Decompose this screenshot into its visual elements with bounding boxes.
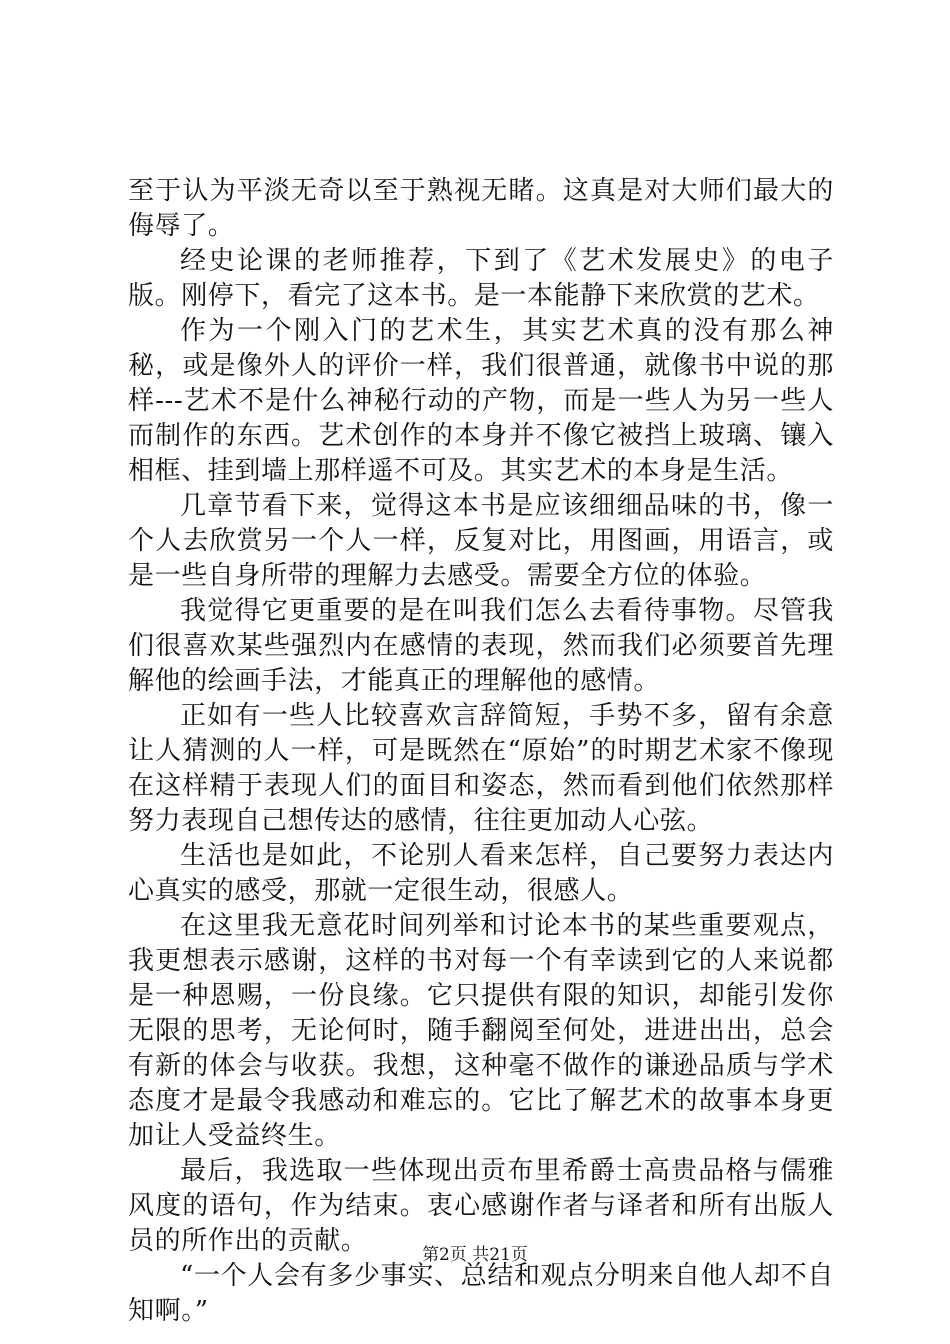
page-number: 第2页 共21页 bbox=[422, 1245, 528, 1265]
paragraph: 正如有一些人比较喜欢言辞简短，手势不多，留有余意让人猜测的人一样，可是既然在“原始”的时期艺术家不像现在这样精于表现人们的面目和姿态，然而看到他们依然那样努力表现自己想传达的感情，往往更加动人心弦。 bbox=[128, 701, 834, 836]
paragraph: 几章节看下来，觉得这本书是应该细细品味的书，像一个人去欣赏另一个人一样，反复对比，用图画，用语言，或是一些自身所带的理解力去感受。需要全方位的体验。 bbox=[128, 491, 834, 591]
paragraph: 经史论课的老师推荐，下到了《艺术发展史》的电子版。刚停下，看完了这本书。是一本能静下来欣赏的艺术。 bbox=[128, 246, 834, 311]
paragraph: 最后，我选取一些体现出贡布里希爵士高贵品格与儒雅风度的语句，作为结束。衷心感谢作者与译者和所有出版人员的所作出的贡献。 bbox=[128, 1156, 834, 1256]
paragraph: 作为一个刚入门的艺术生，其实艺术真的没有那么神秘，或是像外人的评价一样，我们很普通，就像书中说的那样---艺术不是什么神秘行动的产物，而是一些人为另一些人而制作的东西。艺术创作的本身并不像它被挡上玻璃、镶入相框、挂到墙上那样遥不可及。其实艺术的本身是生活。 bbox=[128, 316, 834, 486]
paragraph-continuation: 至于认为平淡无奇以至于熟视无睹。这真是对大师们最大的侮辱了。 bbox=[128, 176, 834, 241]
paragraph-quote: “一个人会有多少事实、总结和观点分明来自他人却不自知啊。” bbox=[128, 1261, 834, 1326]
paragraph: 在这里我无意花时间列举和讨论本书的某些重要观点，我更想表示感谢，这样的书对每一个有幸读到它的人来说都是一种恩赐，一份良缘。它只提供有限的知识，却能引发你无限的思考，无论何时，随手翻阅至何处，进进出出，总会有新的体会与收获。我想，这种毫不做作的谦逊品质与学术态度才是最令我感动和难忘的。它比了解艺术的故事本身更加让人受益终生。 bbox=[128, 911, 834, 1151]
paragraph: 我觉得它更重要的是在叫我们怎么去看待事物。尽管我们很喜欢某些强烈内在感情的表现，然而我们必须要首先理解他的绘画手法，才能真正的理解他的感情。 bbox=[128, 596, 834, 696]
document-body bbox=[128, 174, 834, 1329]
paragraph: 生活也是如此，不论别人看来怎样，自己要努力表达内心真实的感受，那就一定很生动，很感人。 bbox=[128, 841, 834, 906]
